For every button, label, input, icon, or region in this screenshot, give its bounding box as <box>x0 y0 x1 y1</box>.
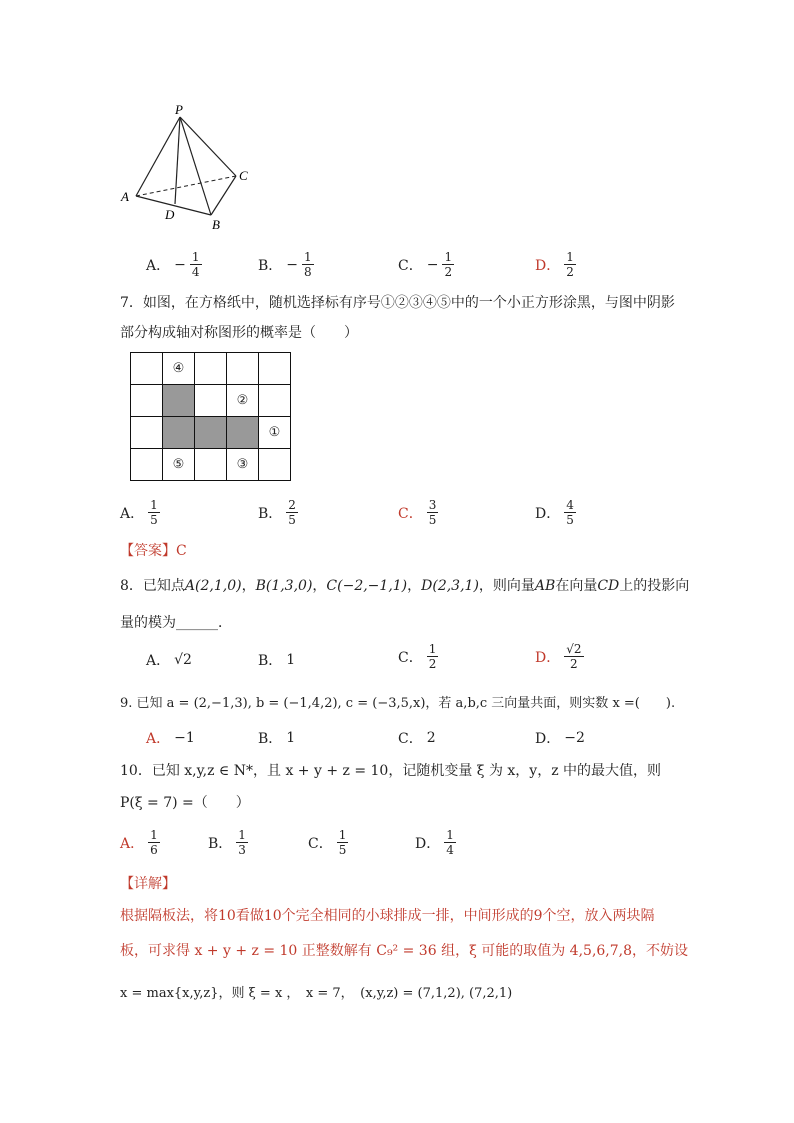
q8-option-d[interactable]: D． $\frac{√2}{2}$ <box>535 642 582 671</box>
q7-grid <box>130 352 291 481</box>
label-C: C <box>239 168 248 183</box>
q10-detail-line1: 根据隔板法，将10看做10个完全相同的小球排成一排，中间形成的9个空，放入两块隔 <box>120 908 655 924</box>
label-D: D <box>165 207 175 222</box>
grid-mark-5: ⑤ <box>163 449 195 481</box>
q10-option-d[interactable]: D． $\frac{1}{4}$ <box>415 828 454 857</box>
q8-option-b[interactable]: B． 1 <box>258 652 296 669</box>
q7-text-line1: 7．如图，在方格纸中，随机选择标有序号①②③④⑤中的一个小正方形涂黑，与图中阴影 <box>120 295 675 311</box>
q9-option-a[interactable]: A． −1 <box>146 730 195 747</box>
q9-option-c[interactable]: C． 2 <box>398 730 436 747</box>
vector-ab: AB <box>534 578 556 594</box>
q9-text: 9. 已知 a = (2,−1,3), b = (−1,4,2), c = (−3,5,x)，若 a,b,c 三向量共面，则实数 x =( ). <box>120 696 676 711</box>
q6-option-d[interactable]: D． $\frac{1}{2}$ <box>535 250 574 279</box>
q10-option-b[interactable]: B． $\frac{1}{3}$ <box>208 828 246 857</box>
q8-option-c[interactable]: C． $\frac{1}{2}$ <box>398 642 437 671</box>
q6-option-a[interactable]: A． − $\frac{1}{4}$ <box>146 250 200 279</box>
q7-option-a[interactable]: A． $\frac{1}{5}$ <box>120 498 158 527</box>
q7-answer: 【答案】C <box>120 543 187 559</box>
q10-option-c[interactable]: C． $\frac{1}{5}$ <box>308 828 347 857</box>
q9-option-d[interactable]: D． −2 <box>535 730 585 747</box>
q6-option-c[interactable]: C． − $\frac{1}{2}$ <box>398 250 453 279</box>
grid-mark-1: ① <box>259 417 291 449</box>
q8-text-line2: 量的模为______． <box>120 615 232 631</box>
q10-text-line1: 10．已知 x,y,z ∈ N*，且 x + y + z = 10，记随机变量 ξ 为 x，y，z 中的最大值，则 <box>120 763 662 779</box>
q6-option-b[interactable]: B． − $\frac{1}{8}$ <box>258 250 312 279</box>
q10-detail-label: 【详解】 <box>120 876 176 892</box>
vector-cd: CD <box>597 578 620 594</box>
q8-text-line1: 8．已知点A(2,1,0)，B(1,3,0)，C(−2,−1,1)，D(2,3,1)，则向量AB在向量CD上的投影向 <box>120 578 690 594</box>
grid-mark-3: ③ <box>227 449 259 481</box>
label-A: A <box>121 189 129 204</box>
grid-mark-4: ④ <box>163 353 195 385</box>
q10-detail-line3: x = max{x,y,z}，则 ξ = x ， x = 7， (x,y,z) = (7,1,2), (7,2,1) <box>120 986 513 1001</box>
q7-option-d[interactable]: D． $\frac{4}{5}$ <box>535 498 574 527</box>
q7-option-b[interactable]: B． $\frac{2}{5}$ <box>258 498 296 527</box>
q7-text-line2: 部分构成轴对称图形的概率是（ ） <box>120 325 358 341</box>
label-P: P <box>175 102 183 117</box>
q10-detail-line2: 板，可求得 x + y + z = 10 正整数解有 C₉² = 36 组，ξ 可能的取值为 4,5,6,7,8，不妨设 <box>120 943 689 959</box>
q10-option-a[interactable]: A． $\frac{1}{6}$ <box>120 828 158 857</box>
grid-mark-2: ② <box>227 385 259 417</box>
q9-option-b[interactable]: B． 1 <box>258 730 296 747</box>
pyramid-figure <box>118 100 258 235</box>
q7-option-c[interactable]: C． $\frac{3}{5}$ <box>398 498 437 527</box>
q8-option-a[interactable]: A． √2 <box>146 652 192 669</box>
label-B: B <box>212 217 220 232</box>
q10-text-line2: P(ξ = 7) =（ ） <box>120 795 250 811</box>
